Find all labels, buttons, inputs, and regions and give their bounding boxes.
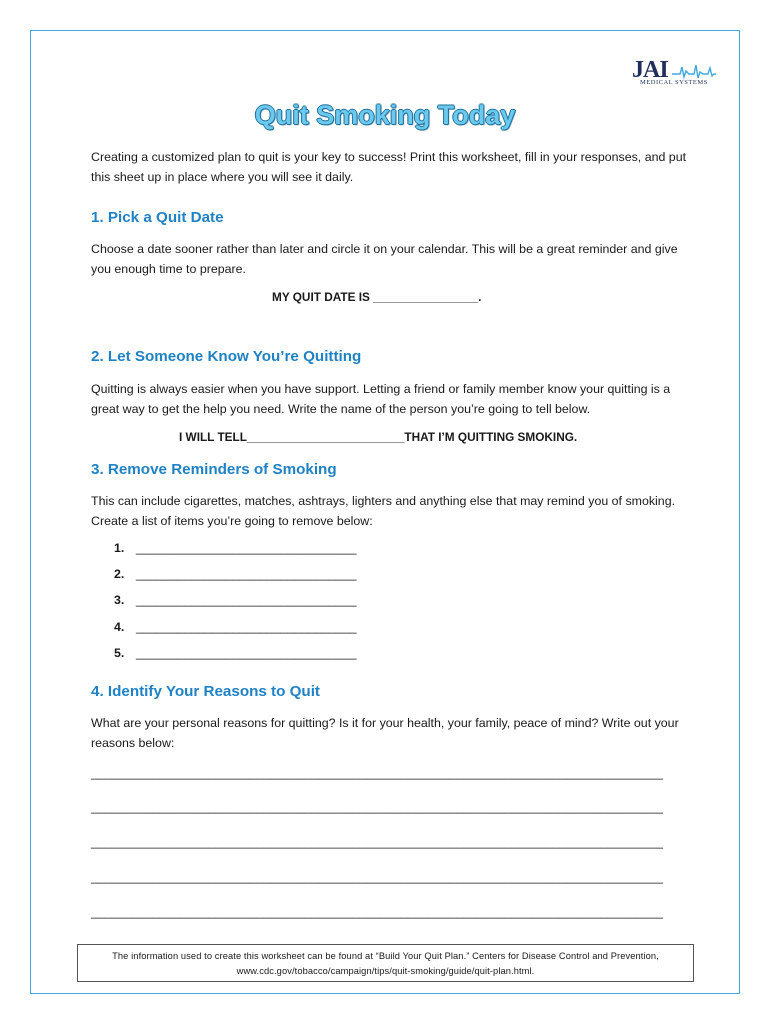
section-3-text: This can include cigarettes, matches, ashtrays, lighters and anything else that may remind you of smoking. Create a list of items you’re going to remove below:	[91, 494, 676, 528]
list-item	[114, 540, 357, 556]
list-item	[114, 592, 357, 608]
reason-line: ___________________________________________________________________________________	[91, 835, 663, 849]
list-number: 4.	[114, 620, 125, 634]
intro-text: Creating a customized plan to quit is your key to success! Print this worksheet, fill in your responses, and put this sheet up in place where you will see it daily.	[91, 150, 687, 184]
list-number: 5.	[114, 646, 125, 660]
reason-line: ___________________________________________________________________________________	[91, 870, 663, 884]
heartbeat-icon	[672, 62, 716, 80]
list-item	[114, 645, 357, 661]
section-2-text: Quitting is always easier when you have support. Letting a friend or family member know your quitting is a great way to get the help you need. Write the name of the person you’re going to tell below.	[91, 382, 671, 416]
logo-letters: JAI	[632, 57, 668, 83]
list-number: 1.	[114, 541, 125, 555]
citation-link[interactable]: www.cdc.gov/tobacco/campaign/tips/quit-smoking/guide/quit-plan.html.	[236, 966, 535, 976]
list-blank: ________________________________	[136, 593, 357, 607]
reason-line: ___________________________________________________________________________________	[91, 766, 663, 780]
list-blank: ________________________________	[136, 567, 357, 581]
reason-line: ___________________________________________________________________________________	[91, 905, 663, 919]
support-person-fill-in: I WILL TELL________________________THAT I’M QUITTING SMOKING.	[179, 430, 578, 444]
citation-line-1: The information used to create this worksheet can be found at “Build Your Quit Plan.” Centers for Disease Control and Prevention,	[112, 951, 659, 961]
list-blank: ________________________________	[136, 620, 357, 634]
section-1-text: Choose a date sooner rather than later and circle it on your calendar. This will be a great reminder and give you enough time to prepare.	[91, 242, 678, 276]
section-3-heading: 3. Remove Reminders of Smoking	[91, 461, 337, 478]
jai-medical-logo	[632, 58, 720, 88]
section-4-heading: 4. Identify Your Reasons to Quit	[91, 683, 320, 700]
section-2-heading: 2. Let Someone Know You’re Quitting	[91, 348, 362, 365]
logo-subtitle: MEDICAL SYSTEMS	[640, 79, 708, 86]
list-blank: ________________________________	[136, 541, 357, 555]
list-number: 2.	[114, 567, 125, 581]
page-title: Quit Smoking Today	[254, 100, 516, 130]
list-item	[114, 566, 357, 582]
quit-date-fill-in: MY QUIT DATE IS ________________.	[272, 290, 482, 304]
list-item	[114, 619, 357, 635]
list-blank: ________________________________	[136, 646, 357, 660]
section-1-heading: 1. Pick a Quit Date	[91, 209, 224, 226]
list-number: 3.	[114, 593, 125, 607]
reason-line: ___________________________________________________________________________________	[91, 800, 663, 814]
source-citation	[77, 944, 694, 982]
section-4-text: What are your personal reasons for quitting? Is it for your health, your family, peace of mind? Write out your reasons below:	[91, 716, 679, 750]
